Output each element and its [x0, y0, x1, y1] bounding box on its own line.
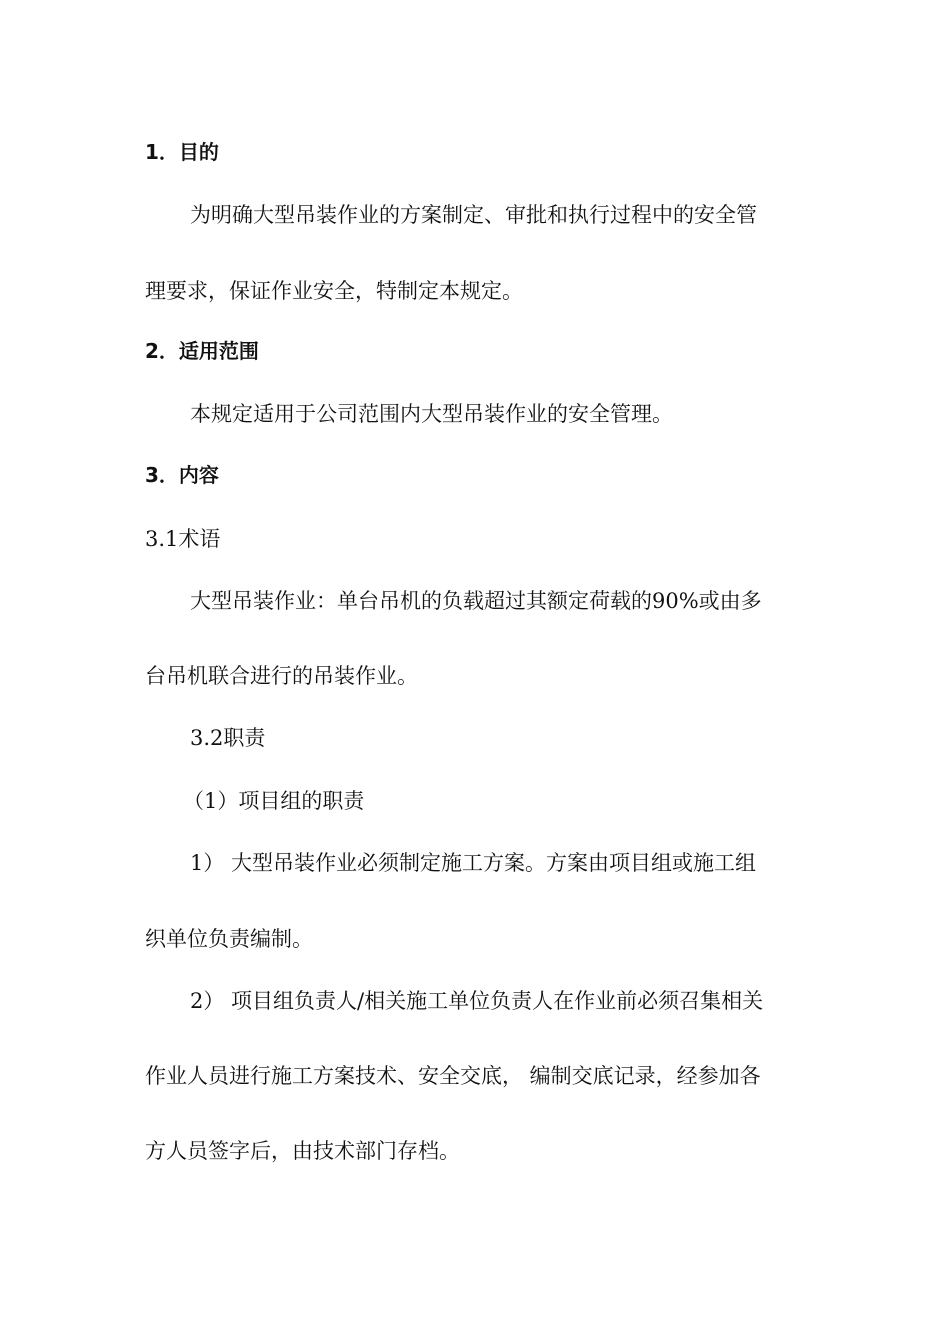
- section-2-heading: 2．适用范围: [145, 339, 259, 363]
- duty-item-2-line-1: 2） 项目组负责人/相关施工单位负责人在作业前必须召集相关: [190, 989, 764, 1013]
- duty-item-2-line-2: 作业人员进行施工方案技术、安全交底， 编制交底记录，经参加各: [145, 1064, 761, 1088]
- project-team-duties-heading: （1）项目组的职责: [183, 789, 365, 813]
- duty-item-2-line-3: 方人员签字后，由技术部门存档。: [145, 1139, 460, 1163]
- section-1-heading: 1．目的: [145, 140, 219, 164]
- term-definition-line-2: 台吊机联合进行的吊装作业。: [145, 664, 418, 688]
- term-definition-line-1: 大型吊装作业：单台吊机的负载超过其额定荷载的90%或由多: [190, 589, 762, 613]
- subsection-3-2-heading: 3.2职责: [190, 726, 266, 750]
- section-1-paragraph-line-1: 为明确大型吊装作业的方案制定、审批和执行过程中的安全管: [190, 203, 757, 227]
- duty-item-1-line-2: 织单位负责编制。: [145, 927, 313, 951]
- section-2-paragraph: 本规定适用于公司范围内大型吊装作业的安全管理。: [190, 402, 673, 426]
- section-1-paragraph-line-2: 理要求，保证作业安全，特制定本规定。: [145, 279, 523, 303]
- subsection-3-1-heading: 3.1术语: [145, 527, 221, 551]
- section-3-heading: 3．内容: [145, 463, 219, 487]
- duty-item-1-line-1: 1） 大型吊装作业必须制定施工方案。方案由项目组或施工组: [190, 851, 757, 875]
